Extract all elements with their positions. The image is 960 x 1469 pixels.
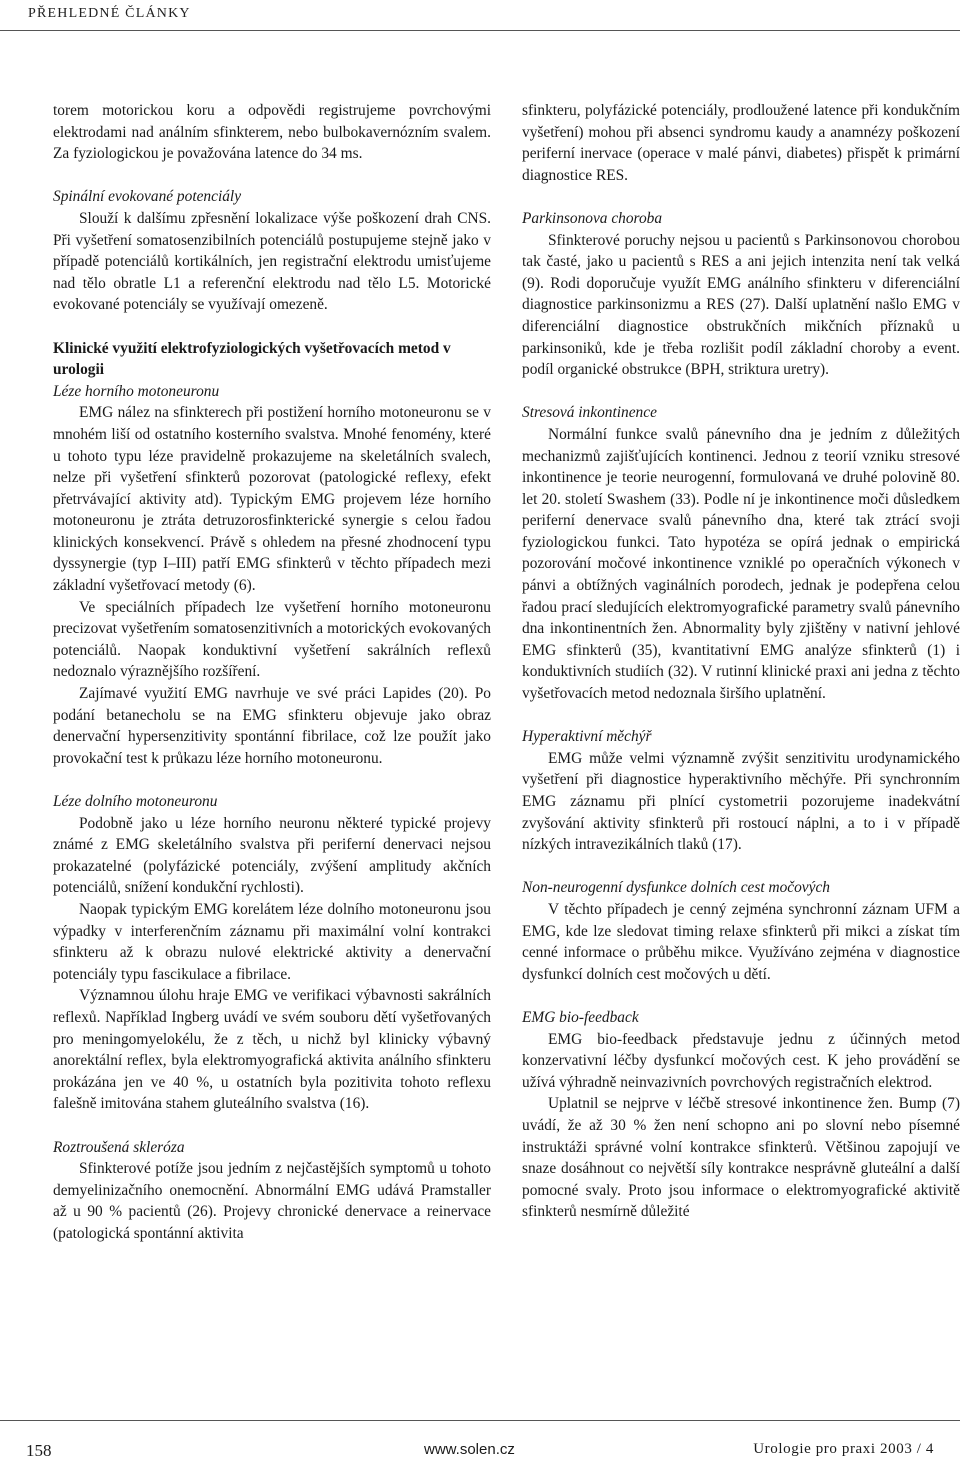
subsection-heading: Non-neurogenní dysfunkce dolních cest močových [522,879,830,897]
footer-divider [0,1420,960,1421]
left-column [53,100,491,1244]
subsection-heading: EMG bio-feedback [522,1008,639,1026]
page-number: 158 [26,1441,52,1460]
paragraph: Podobně jako u léze horního neuronu některé typické projevy známé z EMG skeletálního svalstva při periferní denervaci nejsou prokazatelné (polyfázické potenciály, zvýšení amplitudy akčních potenciálů, snížení kondukční rychlosti). [53,814,491,897]
section-heading: Klinické využití elektrofyziologických vyšetřovacích metod v urologii [53,339,451,379]
paragraph: Zajímavé využití EMG navrhuje ve své práci Lapides (20). Po podání betanecholu se na EMG sfinkteru objevuje jako obraz denervační hypersenzitivity spontánní fibrilace, což lze použít jako provokační test k průkazu léze horního motoneuronu. [53,685,491,767]
paragraph: Sfinkterové poruchy nejsou u pacientů s Parkinsonovou chorobou tak časté, jako u pacientů s RES a ani jejich intenzita není tak velká (9). Rodi doporučuje využít EMG análního sfinkteru v diferenciální diagnostice parkinsonizmu a RES (27). Další uplatnění našlo EMG v diferenciální diagnostice obstrukčních mikčních příznaků u parkinsoniků, kde je třeba rozlišit podíl základní choroby a event. podíl organické obstrukce (BPH, striktura uretry). [522,231,960,379]
subsection-heading: Léze horního motoneuronu [53,382,220,400]
section-title: PŘEHLEDNÉ ČLÁNKY [28,6,191,21]
paragraph: Uplatnil se nejprve v léčbě stresové inkontinence žen. Bump (7) uvádí, že až 30 % žen není schopno ani po slovní nebo písemné instruktáži správné volní kontrakce sfinkterů. Většinou zapojují ve snaze dosáhnout co největší síly kontrakce nesprávně gluteální a další pomocné svaly. Proto jsou informace o elektromyografické aktivitě sfinkterů nesmírně důležité [522,1095,960,1221]
paragraph: sfinkteru, polyfázické potenciály, prodloužené latence při kondukčním vyšetření) mohou při absenci syndromu kaudy a anamnézy poškození periferní inervace (operace v malé pánvi, diabetes) přispět k primární diagnostice RES. [522,102,960,184]
header-divider [0,30,960,31]
paragraph: torem motorickou koru a odpovědi registrujeme povrchovými elektrodami nad análním sfinkterem, nebo bulbokavernózním svalem. Za fyziologickou je považována latence do 34 ms. [53,102,491,163]
subsection-heading: Hyperaktivní měchýř [522,728,652,746]
paragraph: Sfinkterové potíže jsou jedním z nejčastějších symptomů u tohoto demyelinizačního onemocnění. Abnormální EMG udává Pramstaller až u 90 % pacientů (26). Projevy chronické denervace a reinervace (patologická spontánní aktivita [53,1160,491,1242]
journal-citation: Urologie pro praxi 2003 / 4 [753,1441,934,1457]
paragraph: EMG bio-feedback představuje jednu z účinných metod konzervativní léčby dysfunkcí močových cest. K jeho provádění se užívá výhradně neinvazivních povrchových registračních elektrod. [522,1030,960,1091]
page-header [0,0,960,36]
right-column [522,100,960,1223]
paragraph: V těchto případech je cenný zejména synchronní záznam UFM a EMG, kde lze sledovat timing relaxe sfinkterů při mikci a získat tím cenné informace o průběhu mikce. Využíváno zejména v diagnostice dysfunkcí dolních cest močových u dětí. [522,900,960,983]
subsection-heading: Roztroušená skleróza [53,1138,185,1156]
subsection-heading: Spinální evokované potenciály [53,188,242,206]
subsection-heading: Léze dolního motoneuronu [53,793,218,810]
paragraph: EMG nález na sfinkterech při postižení horního motoneuronu se v mnohém liší od ostatního kosterního svalstva. Mnohé fenomény, které u tohoto typu léze pravidelně prokazujeme na skeletálních svalech, nelze při vyšetření sfinkterů pozorovat (patologické reflexy, efekt přetrvávající aktivity atd). Typickým EMG projevem léze horního motoneuronu je ztráta detruzorosfinkterické synergie s celou řadou klinických konsekvencí. Právě s ohledem na přesné zhodnocení typu dyssynergie (typ I–III) patří EMG sfinkterů v těchto případech mezi základní vyšetřovací metody (6). [53,404,491,595]
paragraph: Významnou úlohu hraje EMG ve verifikaci výbavnosti sakrálních reflexů. Například Ingberg uvádí ve svém souboru dětí vyšetřovaných pro meningomyelokélu, že z těch, u nichž byl klinicky výbavný anorektální reflex, byla elektromyografická aktivita análního sfinkteru prokázána jen ve 40 %, u ostatních byla pozitivita tohoto reflexu falešně imitována stahem gluteálního svalstva (16). [53,987,491,1113]
paragraph: Naopak typickým EMG korelátem léze dolního motoneuronu jsou výpadky v interferenčním záznamu při maximální volní kontrakci sfinkteru až k obrazu nulové elektrické aktivity a denervační potenciály typu fascikulace a fibrilace. [53,900,491,983]
website-link[interactable]: www.solen.cz [424,1441,515,1458]
paragraph: Ve speciálních případech lze vyšetření horního motoneuronu precizovat vyšetřením somatosenzitivních a motorických evokovaných potenciálů. Naopak konduktivní vyšetření sakrálních reflexů nedoznalo výraznějšího rozšíření. [53,598,491,681]
paragraph: Normální funkce svalů pánevního dna je jedním z důležitých mechanizmů zajišťujících kontinenci. Jednou z teorií vzniku stresové inkontinence je teorie neurogenní, formulovaná ve druhé polovině 80. let 20. století Swashem (33). Podle ní je inkontinence moči důsledkem periferní denervace svalů pánevního dna, které tak ztrácí svoji fyziologickou funkci. Tato hypotéza se opírá jednak o empirická pozorování močové inkontinence vzniklé po operačních výkonech v pánvi a obtížných vaginálních porodech, jednak je podepřena celou řadou prací sledujících elektromyografické parametry svalů pánevního dna inkontinentních žen. Abnormality byly zjištěny v nativní jehlové EMG sfinkterů (35), kvantitativní EMG analýze sfinkterů (1) i konduktivních studiích (32). V rutinní klinické praxi ani jedna z těchto vyšetřovacích metod nedoznala širšího uplatnění. [522,425,960,703]
subsection-heading: Stresová inkontinence [522,404,657,422]
subsection-heading: Parkinsonova choroba [522,209,663,227]
paragraph: EMG může velmi významně zvýšit senzitivitu urodynamického vyšetření při diagnostice hyperaktivního měchýře. Při synchronním EMG záznamu při plnící cystometrii pozorujeme inadekvátní zvyšování aktivity sfinkterů při rostoucí náplni, a to i v případě nízkých intravezikálních tlaků (17). [522,749,960,854]
paragraph: Slouží k dalšímu zpřesnění lokalizace výše poškození drah CNS. Při vyšetření somatosenzibilních potenciálů postupujeme stejně jako v případě potenciálů kortikálních, jen registrační elektrodu umisťujeme nad tělo obratle L1 a referenční elektrodu nad tělo L5. Motorické evokované potenciály se využívají omezeně. [53,209,491,314]
